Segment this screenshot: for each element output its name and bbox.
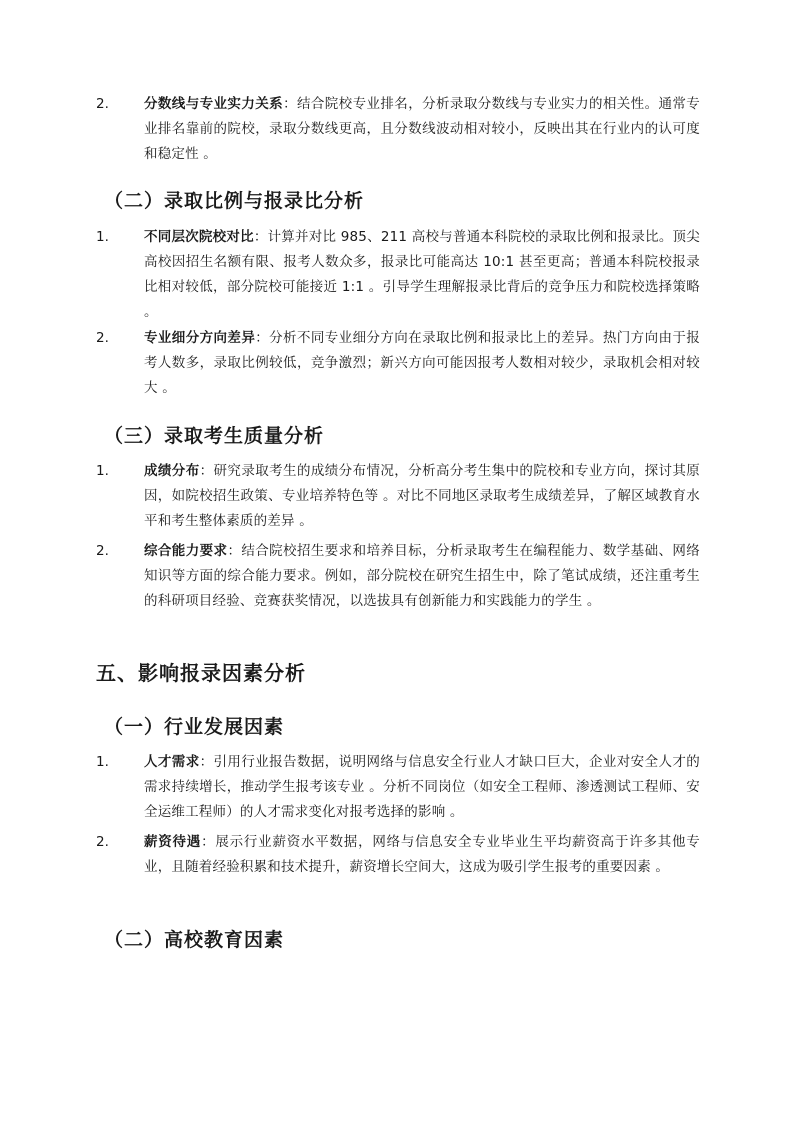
list-item [96,459,700,534]
list-item-body [144,539,700,614]
list-item [96,750,700,825]
list-item-text: 展示行业薪资水平数据，网络与信息安全专业毕业生平均薪资高于许多其他专业，且随着经验积累和技术提升，薪资增长空间大，这成为吸引学生报考的重要因素 。 [144,834,700,875]
list-item-text: 分析不同专业细分方向在录取比例和报录比上的差异。热门方向由于报考人数多，录取比例较低，竞争激烈；新兴方向可能因报考人数相对较少，录取机会相对较大 。 [144,330,700,396]
term-separator: ： [253,229,268,245]
subsection-heading: （二）录取比例与报录比分析 [104,190,365,212]
term-separator: ： [255,330,270,346]
term-separator: ： [199,754,214,770]
list-item-body [144,225,700,325]
list-item-body [144,750,700,825]
list-number: 2. [96,834,109,850]
list-item [96,539,700,614]
list-item-body [144,830,700,880]
list-item-term: 薪资待遇 [144,834,202,850]
list-number: 2. [96,543,109,559]
list-number: 1. [96,229,109,245]
list-item-body [144,92,700,167]
list-item-text: 研究录取考生的成绩分布情况，分析高分考生集中的院校和专业方向，探讨其原因，如院校招生政策、专业培养特色等 。对比不同地区录取考生成绩差异，了解区域教育水平和考生整体素质的差异 。 [144,463,700,529]
subsection-heading: （一）行业发展因素 [104,716,285,738]
list-item [96,326,700,401]
list-item-term: 专业细分方向差异 [144,330,256,346]
section-heading: 五、影响报录因素分析 [96,661,306,685]
list-item-term: 人才需求 [144,754,200,770]
list-number: 1. [96,754,109,770]
list-number: 2. [96,330,109,346]
term-separator: ： [227,543,242,559]
list-item-body [144,326,700,401]
list-item-term: 分数线与专业实力关系 [144,96,284,112]
list-item-text: 结合院校专业排名，分析录取分数线与专业实力的相关性。通常专业排名靠前的院校，录取分数线更高，且分数线波动相对较小，反映出其在行业内的认可度和稳定性 。 [144,96,701,162]
list-item [96,830,700,880]
subsection-heading: （二）高校教育因素 [104,929,285,951]
list-item [96,92,700,167]
term-separator: ： [283,96,297,112]
list-item-term: 不同层次院校对比 [144,229,254,245]
list-item-text: 结合院校招生要求和培养目标，分析录取考生在编程能力、数学基础、网络知识等方面的综合能力要求。例如，部分院校在研究生招生中，除了笔试成绩，还注重考生的科研项目经验、竞赛获奖情况，以选拔具有创新能力和实践能力的学生 。 [144,543,700,609]
list-number: 2. [96,96,109,112]
term-separator: ： [199,463,214,479]
list-item [96,225,700,325]
list-number: 1. [96,463,109,479]
list-item-term: 成绩分布 [144,463,200,479]
list-item-text: 引用行业报告数据，说明网络与信息安全行业人才缺口巨大，企业对安全人才的需求持续增长，推动学生报考该专业 。分析不同岗位（如安全工程师、渗透测试工程师、安全运维工程师）的人才需求变化对报考选择的影响 。 [144,754,700,820]
list-item-body [144,459,700,534]
list-item-text: 计算并对比 985、211 高校与普通本科院校的录取比例和报录比。顶尖高校因招生名额有限、报考人数众多，报录比可能高达 10:1 甚至更高；普通本科院校报录比相对较低，部分院校可能接近 1:1 。引导学生理解报录比背后的竞争压力和院校选择策略 。 [144,229,700,320]
list-item-term: 综合能力要求 [144,543,228,559]
subsection-heading: （三）录取考生质量分析 [104,425,325,447]
term-separator: ： [201,834,216,850]
